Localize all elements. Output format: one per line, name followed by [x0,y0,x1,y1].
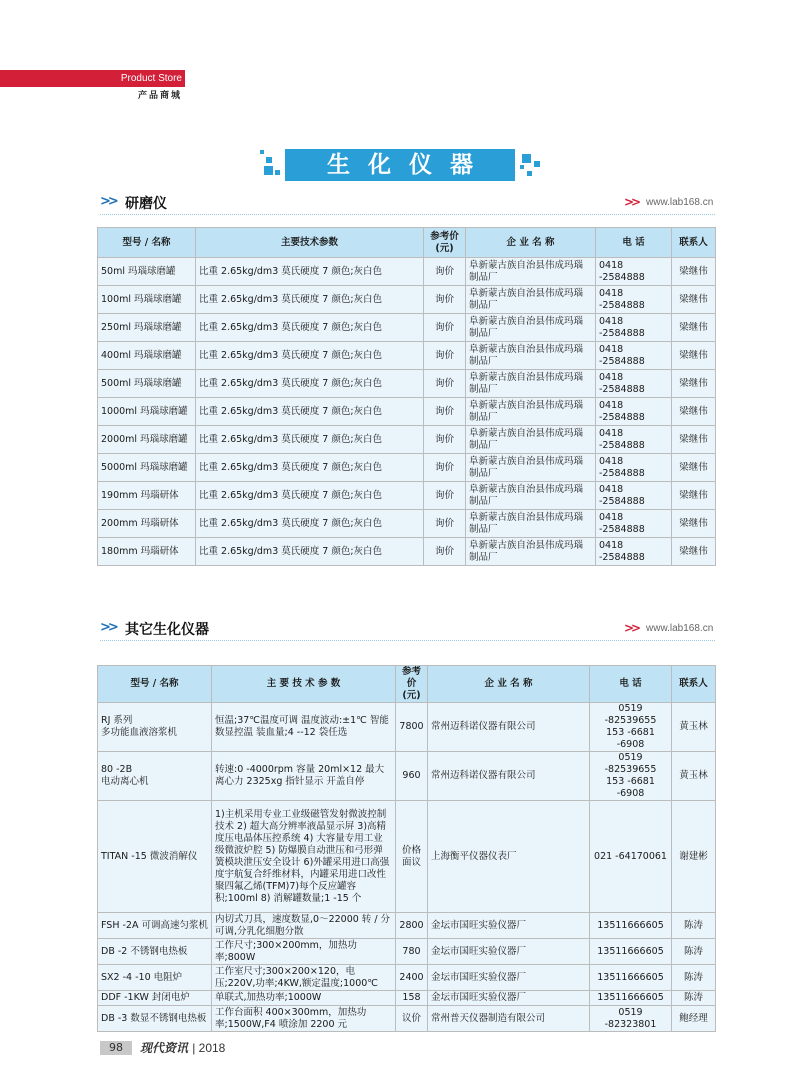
table-header-row [98,666,716,703]
company-cell: 常州迈科诺仪器有限公司 [428,703,590,752]
section-title-grinder: 研磨仪 [125,196,167,212]
table-row [98,314,716,342]
model-cell: 190mm 玛瑙研体 [98,482,196,510]
contact-cell: 陈涛 [672,939,716,965]
table-row [98,398,716,426]
phone-cell: 0418 -2584888 [596,398,672,426]
double-chevron-icon: >> [624,195,639,209]
price-cell: 询价 [424,426,466,454]
company-cell: 金坛市国旺实验仪器厂 [428,965,590,991]
table-row [98,913,716,939]
model-cell: RJ 系列 多功能血液溶浆机 [98,703,212,752]
price-cell: 询价 [424,510,466,538]
column-header: 电 话 [590,666,672,703]
column-header: 参考价 (元) [396,666,428,703]
spec-cell: 比重 2.65kg/dm3 莫氏硬度 7 颜色;灰白色 [196,482,424,510]
phone-cell: 0418 -2584888 [596,258,672,286]
spec-cell: 比重 2.65kg/dm3 莫氏硬度 7 颜色;灰白色 [196,426,424,454]
contact-cell: 梁继伟 [672,314,716,342]
column-header: 电 话 [596,228,672,258]
column-header: 型号 / 名称 [98,228,196,258]
column-header: 型号 / 名称 [98,666,212,703]
price-cell: 询价 [424,314,466,342]
issue-year: | 2018 [192,1041,226,1055]
model-cell: 80 -2B 电动离心机 [98,752,212,801]
decor-square [534,161,540,167]
table-row [98,454,716,482]
table-row [98,991,716,1006]
company-cell: 金坛市国旺实验仪器厂 [428,913,590,939]
contact-cell: 鲍经理 [672,1006,716,1032]
model-cell: 5000ml 玛瑙球磨罐 [98,454,196,482]
model-cell: 2000ml 玛瑙球磨罐 [98,426,196,454]
website-link[interactable]: www.lab168.cn [646,623,714,634]
company-cell: 阜新蒙古族自治县伟成玛瑙制品厂 [466,510,596,538]
decor-square [527,171,532,176]
website-link[interactable]: www.lab168.cn [646,197,714,208]
spec-cell: 转速:0 -4000rpm 容量 20ml×12 最大离心力 2325xg 指针显示 开盖自停 [212,752,396,801]
spec-cell: 比重 2.65kg/dm3 莫氏硬度 7 颜色;灰白色 [196,314,424,342]
contact-cell: 梁继伟 [672,258,716,286]
company-cell: 上海衡平仪器仪表厂 [428,801,590,913]
price-cell: 询价 [424,482,466,510]
price-cell: 2800 [396,913,428,939]
company-cell: 金坛市国旺实验仪器厂 [428,939,590,965]
table-row [98,939,716,965]
table-row [98,801,716,913]
price-cell: 询价 [424,398,466,426]
price-cell: 询价 [424,538,466,566]
price-cell: 2400 [396,965,428,991]
company-cell: 常州普天仪器制造有限公司 [428,1006,590,1032]
price-cell: 询价 [424,370,466,398]
column-header: 企 业 名 称 [428,666,590,703]
model-cell: 400ml 玛瑙球磨罐 [98,342,196,370]
phone-cell: 13511666605 [590,939,672,965]
company-cell: 阜新蒙古族自治县伟成玛瑙制品厂 [466,342,596,370]
model-cell: DB -2 不锈钢电热板 [98,939,212,965]
table-row [98,482,716,510]
price-cell: 960 [396,752,428,801]
table-row [98,510,716,538]
spec-cell: 比重 2.65kg/dm3 莫氏硬度 7 颜色;灰白色 [196,398,424,426]
contact-cell: 梁继伟 [672,510,716,538]
decor-square [264,166,273,175]
table-row [98,703,716,752]
double-chevron-icon: >> [100,620,116,635]
instrument-table [97,665,716,1032]
column-header: 企 业 名 称 [466,228,596,258]
phone-cell: 0418 -2584888 [596,370,672,398]
company-cell: 阜新蒙古族自治县伟成玛瑙制品厂 [466,538,596,566]
column-header: 参考价 (元) [424,228,466,258]
decor-square [260,150,264,154]
spec-cell: 单联式,加热功率;1000W [212,991,396,1006]
model-cell: 1000ml 玛瑙球磨罐 [98,398,196,426]
table-row [98,342,716,370]
table-row [98,1006,716,1032]
phone-cell: 0418 -2584888 [596,314,672,342]
contact-cell: 陈涛 [672,965,716,991]
spec-cell: 工作尺寸;300×200mm，加热功率;800W [212,939,396,965]
column-header: 主 要 技 术 参 数 [212,666,396,703]
company-cell: 金坛市国旺实验仪器厂 [428,991,590,1006]
model-cell: 500ml 玛瑙球磨罐 [98,370,196,398]
contact-cell: 黄玉林 [672,752,716,801]
model-cell: 180mm 玛瑙研体 [98,538,196,566]
double-chevron-icon: >> [100,194,116,209]
price-cell: 7800 [396,703,428,752]
table-row [98,258,716,286]
table-row [98,752,716,801]
contact-cell: 梁继伟 [672,426,716,454]
spec-cell: 比重 2.65kg/dm3 莫氏硬度 7 颜色;灰白色 [196,454,424,482]
contact-cell: 梁继伟 [672,482,716,510]
model-cell: SX2 -4 -10 电阻炉 [98,965,212,991]
decor-square [275,170,280,175]
spec-cell: 比重 2.65kg/dm3 莫氏硬度 7 颜色;灰白色 [196,370,424,398]
contact-cell: 黄玉林 [672,703,716,752]
company-cell: 阜新蒙古族自治县伟成玛瑙制品厂 [466,398,596,426]
phone-cell: 0519 -82539655 153 -6681 -6908 [590,752,672,801]
divider [100,640,715,641]
table-row [98,370,716,398]
phone-cell: 0418 -2584888 [596,454,672,482]
column-header: 联系人 [672,228,716,258]
table-row [98,965,716,991]
phone-cell: 0418 -2584888 [596,538,672,566]
contact-cell: 梁继伟 [672,538,716,566]
grinder-table [97,227,716,566]
phone-cell: 0418 -2584888 [596,510,672,538]
model-cell: TITAN -15 微波消解仪 [98,801,212,913]
magazine-brand [140,1041,225,1055]
phone-cell: 0519 -82323801 [590,1006,672,1032]
spec-cell: 恒温;37℃温度可调 温度波动:±1℃ 智能数显控温 装血量;4 --12 袋任选 [212,703,396,752]
contact-cell: 梁继伟 [672,342,716,370]
phone-cell: 0519 -82539655 153 -6681 -6908 [590,703,672,752]
spec-cell: 比重 2.65kg/dm3 莫氏硬度 7 颜色;灰白色 [196,510,424,538]
decor-square [520,165,524,169]
price-cell: 780 [396,939,428,965]
company-cell: 阜新蒙古族自治县伟成玛瑙制品厂 [466,454,596,482]
page-number: 98 [100,1041,132,1055]
spec-cell: 比重 2.65kg/dm3 莫氏硬度 7 颜色;灰白色 [196,258,424,286]
contact-cell: 梁继伟 [672,286,716,314]
price-cell: 询价 [424,286,466,314]
decor-square [266,157,272,163]
price-cell: 158 [396,991,428,1006]
divider [100,214,715,215]
spec-cell: 工作台面积 400×300mm，加热功率;1500W,F4 喷涂加 2200 元 [212,1006,396,1032]
phone-cell: 0418 -2584888 [596,342,672,370]
contact-cell: 梁继伟 [672,398,716,426]
phone-cell: 13511666605 [590,913,672,939]
spec-cell: 比重 2.65kg/dm3 莫氏硬度 7 颜色;灰白色 [196,538,424,566]
company-cell: 阜新蒙古族自治县伟成玛瑙制品厂 [466,314,596,342]
spec-cell: 1)主机采用专业工业级磁管发射微波控制技术 2) 超大高分辨率液晶显示屏 3)高精度压电晶体压控系统 4) 大容量专用工业级微波炉腔 5) 防爆膜自动泄压和弓形弹簧模块泄压安全设计 6)外罐采用进口高强度宇航复合纤维材料，内罐采用进口改性聚四氟乙烯(TFM)7)每个反应罐容积;100ml 8) 消解罐数量;1 -15 个 [212,801,396,913]
model-cell: DB -3 数显不锈钢电热板 [98,1006,212,1032]
section-tag-english: Product Store [120,73,182,84]
company-cell: 阜新蒙古族自治县伟成玛瑙制品厂 [466,370,596,398]
contact-cell: 梁继伟 [672,454,716,482]
table-row [98,426,716,454]
spec-cell: 工作室尺寸;300×200×120，电压;220V,功率;4KW,额定温度;1000℃ [212,965,396,991]
brand-name: 现代资讯 [140,1041,189,1055]
decor-square [522,154,531,163]
phone-cell: 13511666605 [590,991,672,1006]
model-cell: DDF -1KW 封闭电炉 [98,991,212,1006]
spec-cell: 比重 2.65kg/dm3 莫氏硬度 7 颜色;灰白色 [196,342,424,370]
phone-cell: 0418 -2584888 [596,482,672,510]
table-row [98,538,716,566]
model-cell: 100ml 玛瑙球磨罐 [98,286,196,314]
column-header: 联系人 [672,666,716,703]
model-cell: 200mm 玛瑙研体 [98,510,196,538]
contact-cell: 陈涛 [672,991,716,1006]
company-cell: 阜新蒙古族自治县伟成玛瑙制品厂 [466,258,596,286]
company-cell: 阜新蒙古族自治县伟成玛瑙制品厂 [466,426,596,454]
spec-cell: 比重 2.65kg/dm3 莫氏硬度 7 颜色;灰白色 [196,286,424,314]
section-title-other: 其它生化仪器 [125,622,209,638]
spec-cell: 内切式刀具，速度数显,0～22000 转 / 分可调,分乳化细胞分散 [212,913,396,939]
contact-cell: 陈涛 [672,913,716,939]
price-cell: 询价 [424,342,466,370]
company-cell: 阜新蒙古族自治县伟成玛瑙制品厂 [466,482,596,510]
column-header: 主要技术参数 [196,228,424,258]
model-cell: FSH -2A 可调高速匀浆机 [98,913,212,939]
phone-cell: 021 -64170061 [590,801,672,913]
contact-cell: 谢建彬 [672,801,716,913]
price-cell: 议价 [396,1006,428,1032]
double-chevron-icon: >> [624,621,639,635]
company-cell: 阜新蒙古族自治县伟成玛瑙制品厂 [466,286,596,314]
company-cell: 常州迈科诺仪器有限公司 [428,752,590,801]
table-header-row [98,228,716,258]
price-cell: 价格面议 [396,801,428,913]
price-cell: 询价 [424,258,466,286]
table-row [98,286,716,314]
phone-cell: 0418 -2584888 [596,426,672,454]
page-title: 生化仪器 [285,149,515,181]
price-cell: 询价 [424,454,466,482]
phone-cell: 0418 -2584888 [596,286,672,314]
contact-cell: 梁继伟 [672,370,716,398]
model-cell: 50ml 玛瑙球磨罐 [98,258,196,286]
model-cell: 250ml 玛瑙球磨罐 [98,314,196,342]
section-tag-chinese: 产品商城 [137,91,182,101]
phone-cell: 13511666605 [590,965,672,991]
